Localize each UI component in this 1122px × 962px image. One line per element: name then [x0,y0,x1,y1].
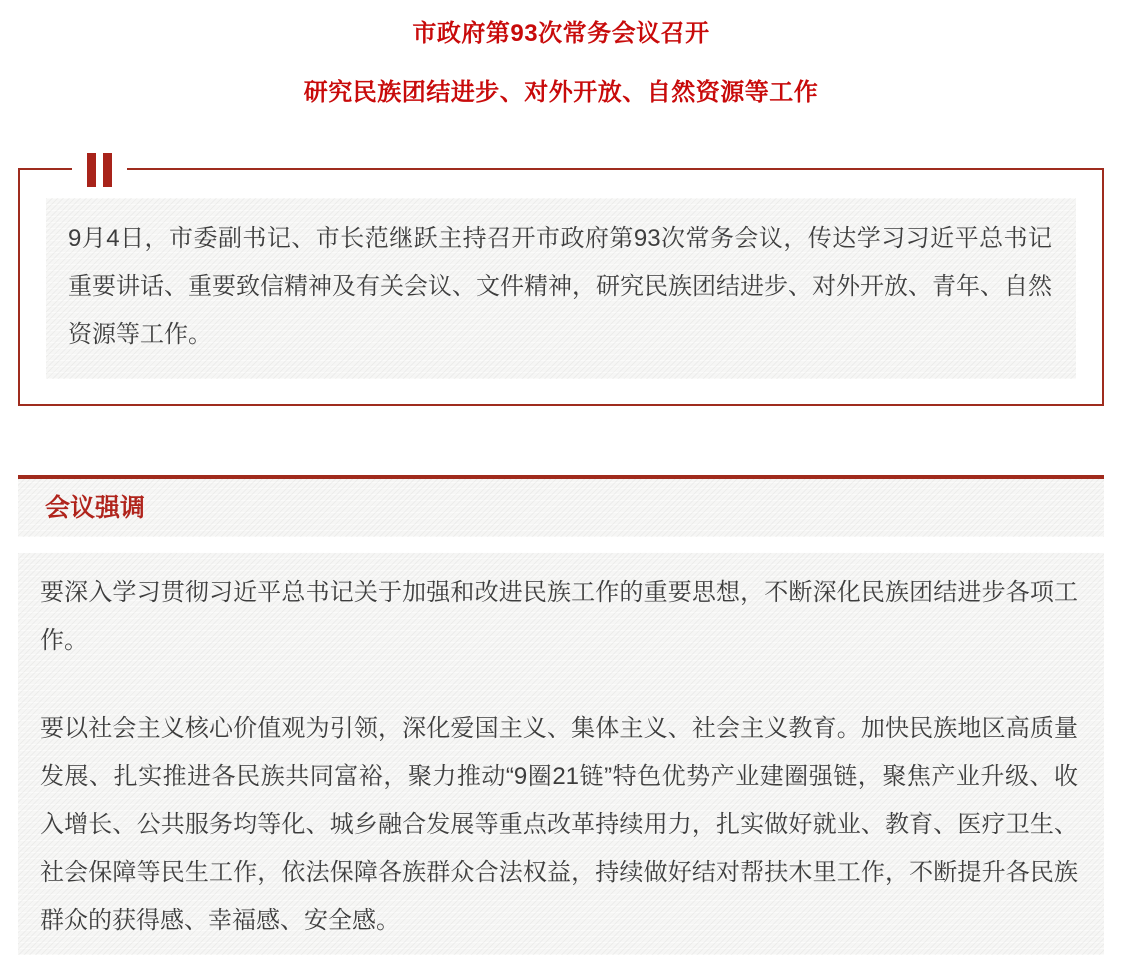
page-title: 市政府第93次常务会议召开 [412,20,710,47]
summary-panel [46,198,1076,379]
article-page [0,13,1122,962]
pause-bar-right [103,153,112,187]
pause-bar-left [87,153,96,187]
summary-box [18,168,1104,406]
emphasis-paragraph-1: 要深入学习贯彻习近平总书记关于加强和改进民族工作的重要思想，不断深化民族团结进步各项工作。 [40,579,1078,654]
emphasis-paragraph-2: 要以社会主义核心价值观为引领，深化爱国主义、集体主义、社会主义教育。加快民族地区高质量发展、扎实推进各民族共同富裕，聚力推动“9圈21链”特色优势产业建圈强链，聚焦产业升级、收入增长、公共服务均等化、城乡融合发展等重点改革持续用力，扎实做好就业、教育、医疗卫生、社会保障等民生工作，依法保障各族群众合法权益，持续做好结对帮扶木里工作，不断提升各民族群众的获得感、幸福感、安全感。 [40,715,1078,934]
pause-icon [72,153,127,187]
section-heading: 会议强调 [45,494,146,522]
summary-paragraph: 9月4日，市委副书记、市长范继跃主持召开市政府第93次常务会议，传达学习习近平总书记重要讲话、重要致信精神及有关会议、文件精神，研究民族团结进步、对外开放、青年、自然资源等工作。 [68,225,1052,348]
section-heading-band [18,479,1104,537]
section-body [18,553,1104,955]
page-subtitle: 研究民族团结进步、对外开放、自然资源等工作 [303,79,819,106]
